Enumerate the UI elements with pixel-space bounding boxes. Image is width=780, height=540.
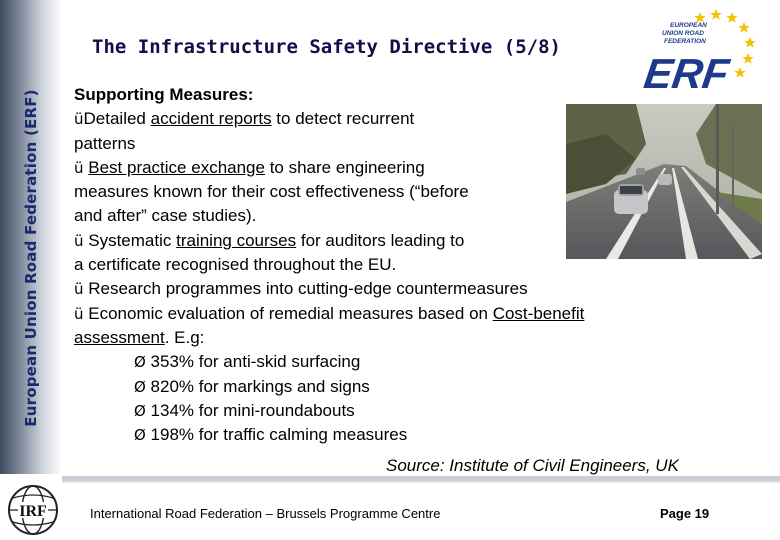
bullet-continuation: a certificate recognised throughout the EU. <box>74 255 397 275</box>
logo-mark: ERF <box>641 50 732 97</box>
logo-line1: EUROPEAN <box>670 22 707 29</box>
slide-title: The Infrastructure Safety Directive (5/8) <box>92 36 561 58</box>
checkmark-icon: ü <box>74 280 84 299</box>
link-assessment[interactable]: assessment <box>74 327 165 347</box>
page-number: Page 19 <box>660 506 710 521</box>
irf-globe-logo <box>4 482 62 538</box>
side-label: European Union Road Federation (ERF) <box>22 89 40 427</box>
checkmark-icon: ü <box>74 304 84 323</box>
irf-letters: IRF <box>19 503 47 520</box>
bullet-continuation: patterns <box>74 133 136 153</box>
arrow-bullet-icon: Ø <box>134 426 146 445</box>
bullet-continuation: measures known for their cost effectiveness (“before <box>74 182 469 202</box>
example-text: 820% for markings and signs <box>150 376 370 396</box>
link-cost-benefit[interactable]: Cost-benefit <box>492 303 585 323</box>
bullet-accident-reports <box>74 107 694 131</box>
logo-line2: UNION ROAD <box>662 30 704 37</box>
checkmark-icon: ü <box>74 231 84 250</box>
bullet-best-practice <box>74 156 694 180</box>
example-text: 353% for anti-skid surfacing <box>150 352 361 372</box>
example-text: 198% for traffic calming measures <box>150 425 408 445</box>
bullet-continuation: and after” case studies). <box>74 206 257 226</box>
text: Systematic <box>88 230 177 250</box>
text: to share engineering <box>264 157 425 177</box>
footer-divider-light <box>62 481 780 483</box>
footer-organization: International Road Federation – Brussels Programme Centre <box>90 506 441 521</box>
example-item <box>74 423 694 447</box>
link-training-courses[interactable]: training courses <box>176 230 297 250</box>
text: to detect recurrent <box>271 109 415 129</box>
example-item <box>74 350 694 374</box>
logo-line3: FEDERATION <box>664 38 706 45</box>
bullet-economic <box>74 302 694 326</box>
bullet-research <box>74 277 694 301</box>
link-accident-reports[interactable]: accident reports <box>150 109 272 129</box>
text: . E.g: <box>164 327 205 347</box>
checkmark-icon: ü <box>74 110 84 129</box>
example-item <box>74 375 694 399</box>
supporting-measures <box>74 83 694 447</box>
bullet-continuation <box>74 326 694 350</box>
arrow-bullet-icon: Ø <box>134 377 146 396</box>
example-item <box>74 399 694 423</box>
checkmark-icon: ü <box>74 158 84 177</box>
source-note: Source: Institute of Civil Engineers, UK <box>386 456 679 475</box>
arrow-bullet-icon: Ø <box>134 401 146 420</box>
text: Detailed <box>83 109 151 129</box>
supporting-heading: Supporting Measures: <box>74 85 254 104</box>
example-text: 134% for mini-roundabouts <box>150 400 355 420</box>
link-best-practice[interactable]: Best practice exchange <box>88 157 265 177</box>
bullet-training <box>74 229 694 253</box>
text: for auditors leading to <box>296 230 465 250</box>
arrow-bullet-icon: Ø <box>134 353 146 372</box>
text: Economic evaluation of remedial measures based on <box>88 303 493 323</box>
text: Research programmes into cutting-edge countermeasures <box>88 279 528 299</box>
